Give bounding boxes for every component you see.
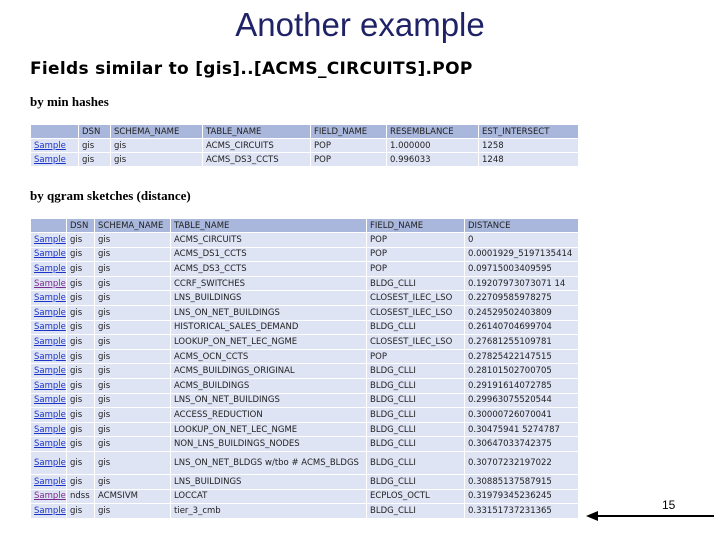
table-cell: gis <box>95 364 171 379</box>
table-cell: LOOKUP_ON_NET_LEC_NGME <box>171 335 367 350</box>
table-cell: gis <box>95 320 171 335</box>
section-heading-qgram: by qgram sketches (distance) <box>30 188 191 203</box>
table-cell: gis <box>67 291 95 306</box>
table-cell: 1.000000 <box>387 139 479 153</box>
left-arrow-icon <box>586 509 716 523</box>
table-cell: POP <box>367 349 465 364</box>
table-row <box>31 474 579 489</box>
table-row <box>31 153 579 167</box>
sample-link[interactable]: Sample <box>31 408 67 423</box>
column-header: RESEMBLANCE <box>387 125 479 139</box>
table-cell: BLDG_CLLI <box>367 320 465 335</box>
table-cell: gis <box>79 139 111 153</box>
sample-link[interactable]: Sample <box>31 247 67 262</box>
table-cell: 0.996033 <box>387 153 479 167</box>
table-cell: gis <box>95 247 171 262</box>
table-cell: tier_3_cmb <box>171 504 367 519</box>
table-cell: gis <box>67 451 95 474</box>
sample-link[interactable]: Sample <box>31 474 67 489</box>
table-cell: gis <box>95 233 171 248</box>
table-cell: ECPLOS_OCTL <box>367 489 465 504</box>
table-row <box>31 247 579 262</box>
table-cell: gis <box>95 262 171 277</box>
table-cell: POP <box>311 139 387 153</box>
table-cell: gis <box>67 437 95 452</box>
table-cell: BLDG_CLLI <box>367 437 465 452</box>
table-cell: CLOSEST_ILEC_LSO <box>367 291 465 306</box>
sample-link[interactable]: Sample <box>31 393 67 408</box>
sample-link[interactable]: Sample <box>31 489 67 504</box>
table-cell: gis <box>67 393 95 408</box>
table-row <box>31 489 579 504</box>
table-cell: gis <box>79 153 111 167</box>
sample-link[interactable]: Sample <box>31 335 67 350</box>
column-header <box>31 219 67 233</box>
table-cell: BLDG_CLLI <box>367 408 465 423</box>
table-cell: 0.09715003409595 <box>465 262 579 277</box>
table-row <box>31 349 579 364</box>
table-cell: 0.27681255109781 <box>465 335 579 350</box>
table-cell: ACMS_CIRCUITS <box>171 233 367 248</box>
table-cell: gis <box>95 276 171 291</box>
table-cell: ACMS_BUILDINGS <box>171 378 367 393</box>
table-row <box>31 305 579 320</box>
table-cell: gis <box>95 335 171 350</box>
sample-link[interactable]: Sample <box>31 262 67 277</box>
table-cell: CLOSEST_ILEC_LSO <box>367 305 465 320</box>
table-cell: gis <box>95 378 171 393</box>
table-cell: LNS_BUILDINGS <box>171 474 367 489</box>
table-cell: POP <box>367 233 465 248</box>
table-cell: gis <box>95 305 171 320</box>
table-cell: BLDG_CLLI <box>367 364 465 379</box>
table-cell: 1258 <box>479 139 579 153</box>
table-cell: ACCESS_REDUCTION <box>171 408 367 423</box>
table-cell: gis <box>95 408 171 423</box>
column-header: SCHEMA_NAME <box>111 125 203 139</box>
table-cell: gis <box>67 305 95 320</box>
table-cell: POP <box>367 262 465 277</box>
sample-link[interactable]: Sample <box>31 504 67 519</box>
sample-link[interactable]: Sample <box>31 139 79 153</box>
table-row <box>31 393 579 408</box>
table-cell: 0.30647033742375 <box>465 437 579 452</box>
sample-link[interactable]: Sample <box>31 291 67 306</box>
table-cell: 0.30475941 5274787 <box>465 422 579 437</box>
table-cell: ndss <box>67 489 95 504</box>
column-header: EST_INTERSECT <box>479 125 579 139</box>
sample-link[interactable]: Sample <box>31 320 67 335</box>
table-cell: gis <box>67 247 95 262</box>
table-cell: gis <box>95 422 171 437</box>
table-cell: BLDG_CLLI <box>367 276 465 291</box>
column-header: DSN <box>79 125 111 139</box>
table-cell: BLDG_CLLI <box>367 504 465 519</box>
table-cell: ACMS_BUILDINGS_ORIGINAL <box>171 364 367 379</box>
table-cell: ACMS_OCN_CCTS <box>171 349 367 364</box>
table-cell: ACMS_DS1_CCTS <box>171 247 367 262</box>
table-cell: ACMS_DS3_CCTS <box>203 153 311 167</box>
qgram-table <box>30 218 579 519</box>
table-cell: gis <box>67 504 95 519</box>
table-cell: BLDG_CLLI <box>367 393 465 408</box>
column-header: TABLE_NAME <box>171 219 367 233</box>
sample-link[interactable]: Sample <box>31 233 67 248</box>
min-hash-table <box>30 124 579 167</box>
table-cell: gis <box>67 349 95 364</box>
slide-title: Another example <box>235 6 485 43</box>
table-cell: gis <box>95 474 171 489</box>
table-cell: BLDG_CLLI <box>367 422 465 437</box>
table-row <box>31 139 579 153</box>
column-header <box>31 125 79 139</box>
table-cell: 0.19207973073071 14 <box>465 276 579 291</box>
table-cell: 0.24529502403809 <box>465 305 579 320</box>
table-cell: ACMS_DS3_CCTS <box>171 262 367 277</box>
sample-link[interactable]: Sample <box>31 276 67 291</box>
table-cell: ACMS_CIRCUITS <box>203 139 311 153</box>
table-cell: gis <box>95 504 171 519</box>
table-cell: gis <box>67 320 95 335</box>
table-cell: 0.0001929_5197135414 <box>465 247 579 262</box>
sample-link[interactable]: Sample <box>31 422 67 437</box>
column-header: DISTANCE <box>465 219 579 233</box>
table-row <box>31 422 579 437</box>
table-cell: gis <box>67 262 95 277</box>
sample-link[interactable]: Sample <box>31 437 67 452</box>
table-cell: 0.30000726070041 <box>465 408 579 423</box>
table-cell: CCRF_SWITCHES <box>171 276 367 291</box>
table-cell: gis <box>67 335 95 350</box>
table-cell: HISTORICAL_SALES_DEMAND <box>171 320 367 335</box>
column-header: FIELD_NAME <box>311 125 387 139</box>
table-cell: gis <box>95 437 171 452</box>
table-row <box>31 437 579 452</box>
table-cell: 0.30885137587915 <box>465 474 579 489</box>
table-cell: LNS_BUILDINGS <box>171 291 367 306</box>
table-cell: POP <box>311 153 387 167</box>
sample-link[interactable]: Sample <box>31 451 67 474</box>
column-header: DSN <box>67 219 95 233</box>
table-cell: 0.31979345236245 <box>465 489 579 504</box>
column-header: FIELD_NAME <box>367 219 465 233</box>
table-cell: gis <box>67 422 95 437</box>
table-cell: BLDG_CLLI <box>367 378 465 393</box>
table-cell: gis <box>67 408 95 423</box>
table-cell: 0 <box>465 233 579 248</box>
table-row <box>31 378 579 393</box>
table-row <box>31 504 579 519</box>
table-cell: CLOSEST_ILEC_LSO <box>367 335 465 350</box>
table-cell: LNS_ON_NET_BLDGS w/tbo # ACMS_BLDGS <box>171 451 367 474</box>
column-header: TABLE_NAME <box>203 125 311 139</box>
table-cell: 0.27825422147515 <box>465 349 579 364</box>
sample-link[interactable]: Sample <box>31 153 79 167</box>
table-cell: gis <box>67 276 95 291</box>
table-cell: gis <box>111 153 203 167</box>
table-cell: gis <box>95 451 171 474</box>
table-cell: 0.26140704699704 <box>465 320 579 335</box>
sample-link[interactable]: Sample <box>31 378 67 393</box>
table-cell: LNS_ON_NET_BUILDINGS <box>171 305 367 320</box>
table-cell: gis <box>67 364 95 379</box>
table-cell: gis <box>67 474 95 489</box>
table-row <box>31 262 579 277</box>
table-cell: 0.29191614072785 <box>465 378 579 393</box>
table-cell: gis <box>95 291 171 306</box>
table-row <box>31 320 579 335</box>
page-number: 15 <box>662 498 676 512</box>
table-row <box>31 364 579 379</box>
page-heading: Fields similar to [gis]..[ACMS_CIRCUITS].POP <box>30 59 473 79</box>
table-cell: 0.22709585978275 <box>465 291 579 306</box>
table-row <box>31 276 579 291</box>
table-cell: gis <box>95 349 171 364</box>
table-cell: POP <box>367 247 465 262</box>
table-cell: LOOKUP_ON_NET_LEC_NGME <box>171 422 367 437</box>
table-cell: 0.28101502700705 <box>465 364 579 379</box>
table-cell: LNS_ON_NET_BUILDINGS <box>171 393 367 408</box>
table-cell: 1248 <box>479 153 579 167</box>
table-cell: BLDG_CLLI <box>367 451 465 474</box>
table-cell: gis <box>67 233 95 248</box>
table-row <box>31 291 579 306</box>
table-row <box>31 233 579 248</box>
table-cell: gis <box>67 378 95 393</box>
table-cell: NON_LNS_BUILDINGS_NODES <box>171 437 367 452</box>
sample-link[interactable]: Sample <box>31 349 67 364</box>
table-cell: 0.30707232197022 <box>465 451 579 474</box>
sample-link[interactable]: Sample <box>31 364 67 379</box>
table-cell: ACMSIVM <box>95 489 171 504</box>
table-cell: gis <box>111 139 203 153</box>
table-cell: gis <box>95 393 171 408</box>
table-row <box>31 408 579 423</box>
column-header: SCHEMA_NAME <box>95 219 171 233</box>
table-cell: LOCCAT <box>171 489 367 504</box>
table-cell: 0.29963075520544 <box>465 393 579 408</box>
table-cell: BLDG_CLLI <box>367 474 465 489</box>
table-row <box>31 451 579 474</box>
table-row <box>31 335 579 350</box>
sample-link[interactable]: Sample <box>31 305 67 320</box>
table-cell: 0.33151737231365 <box>465 504 579 519</box>
section-heading-min-hashes: by min hashes <box>30 94 109 109</box>
